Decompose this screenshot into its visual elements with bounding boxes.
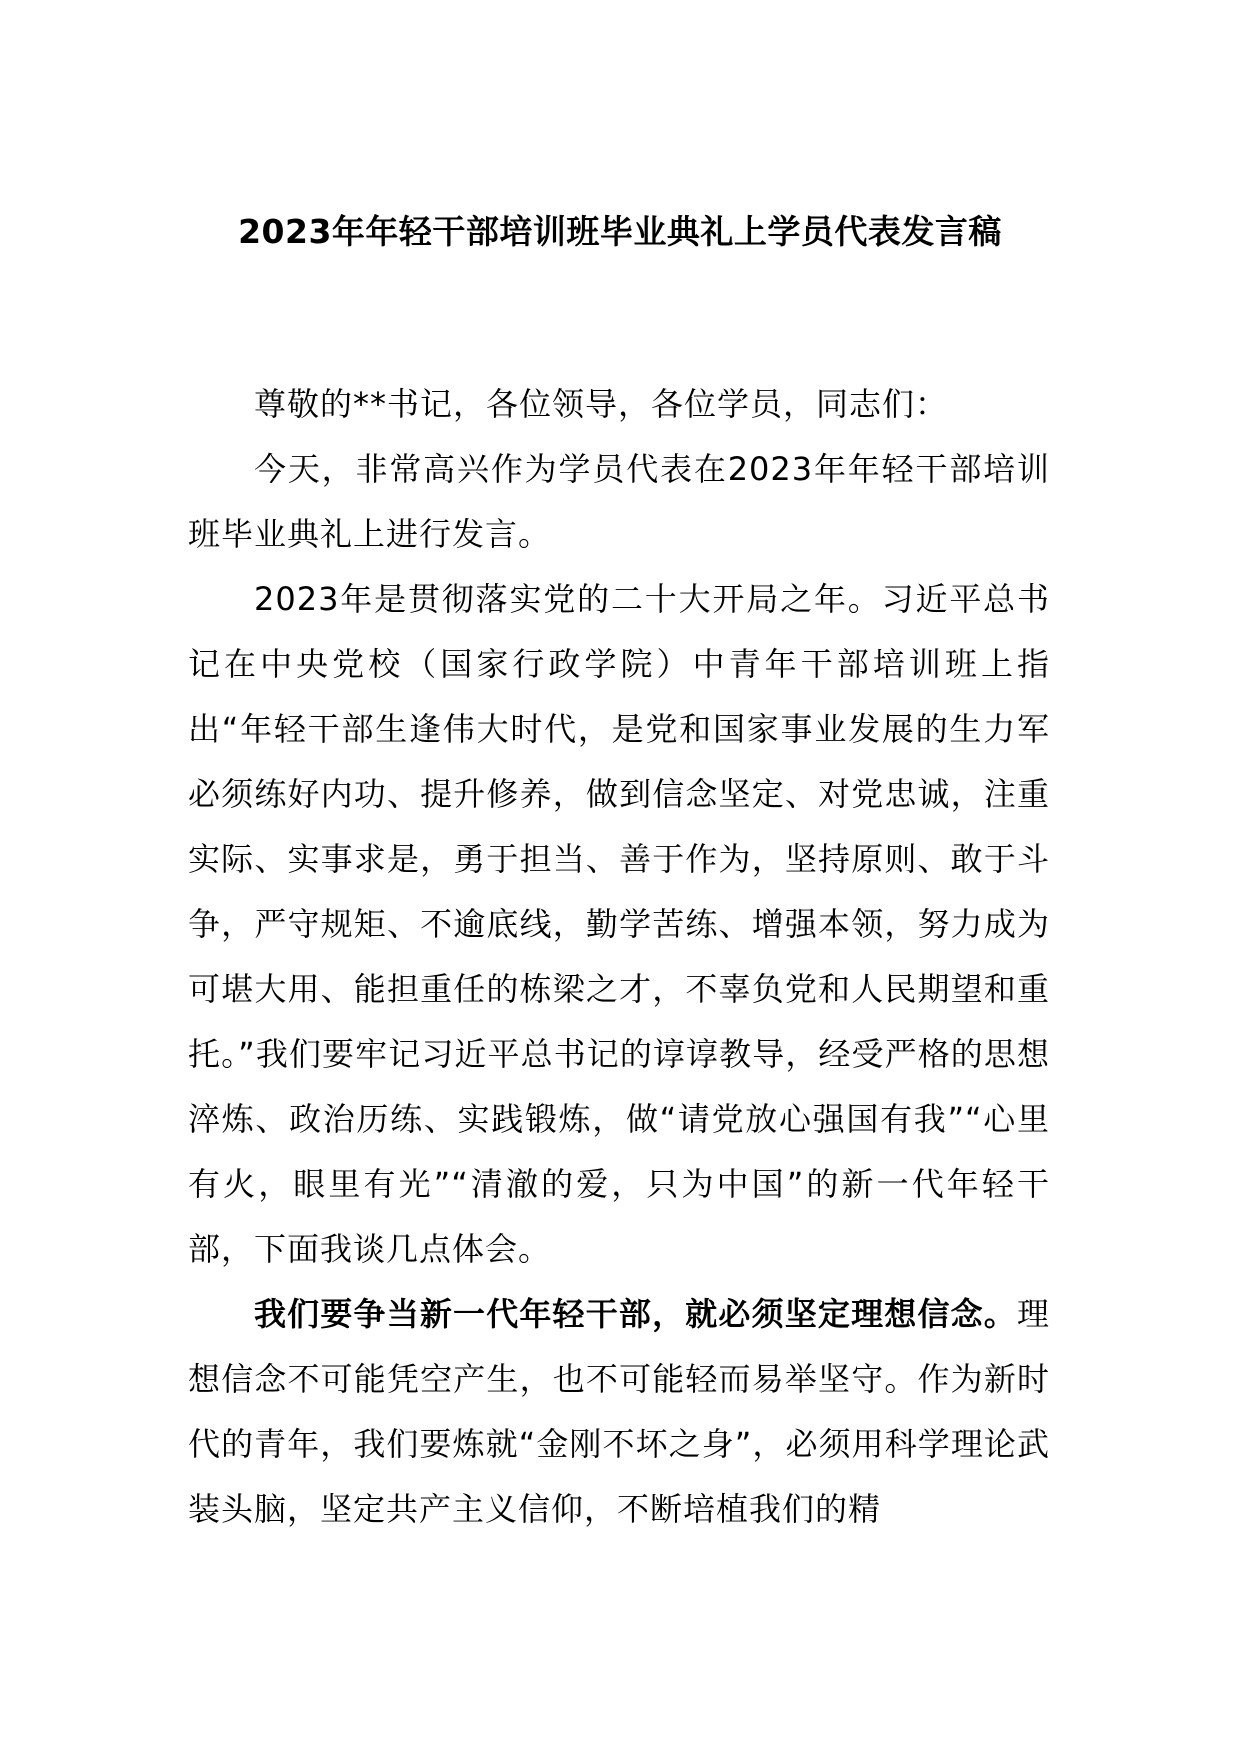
first-point-paragraph xyxy=(188,1282,1050,1542)
paragraph-text: 今天，非常高兴作为学员代表在2023年年轻干部培训班毕业典礼上进行发言。 xyxy=(188,450,1050,553)
document-body xyxy=(188,372,1050,1542)
paragraph-text: 尊敬的**书记，各位领导，各位学员，同志们： xyxy=(254,385,949,423)
context-paragraph xyxy=(188,567,1050,1282)
salutation-paragraph xyxy=(188,372,1050,437)
opening-paragraph xyxy=(188,437,1050,567)
paragraph-text: 理想信念不可能凭空产生，也不可能轻而易举坚守。作为新时代的青年，我们要炼就“金刚不坏之身”，必须用科学理论武装头脑，坚定共产主义信仰，不断培植我们的精 xyxy=(188,1295,1050,1528)
paragraph-text: 2023年是贯彻落实党的二十大开局之年。习近平总书记在中央党校（国家行政学院）中青年干部培训班上指出“年轻干部生逢伟大时代，是党和国家事业发展的生力军必须练好内功、提升修养，做到信念坚定、对党忠诚，注重实际、实事求是，勇于担当、善于作为，坚持原则、敢于斗争，严守规矩、不逾底线，勤学苦练、增强本领，努力成为可堪大用、能担重任的栋梁之才，不辜负党和人民期望和重托。”我们要牢记习近平总书记的谆谆教导，经受严格的思想淬炼、政治历练、实践锻炼，做“请党放心强国有我”“心里有火，眼里有光”“清澈的爱，只为中国”的新一代年轻干部，下面我谈几点体会。 xyxy=(188,580,1050,1268)
document-title: 2023年年轻干部培训班毕业典礼上学员代表发言稿 xyxy=(238,212,1002,251)
paragraph-heading: 我们要争当新一代年轻干部，就必须坚定理想信念。 xyxy=(254,1295,1017,1333)
